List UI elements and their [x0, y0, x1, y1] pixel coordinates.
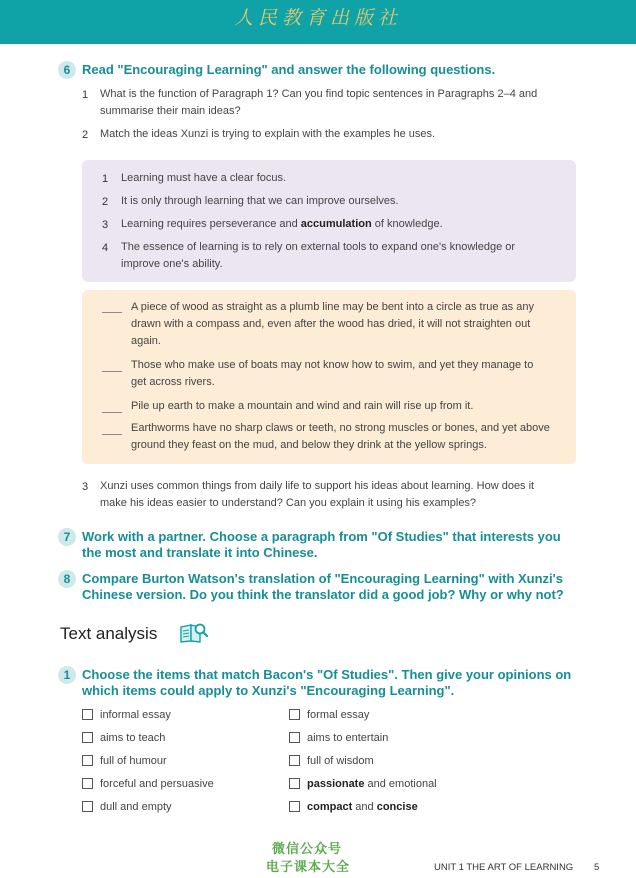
checkbox-label [307, 801, 418, 813]
page-number: 5 [594, 862, 600, 873]
checkbox[interactable] [289, 709, 300, 720]
text-line: again. [131, 335, 161, 347]
text-run: and [352, 801, 377, 813]
checkbox[interactable] [289, 732, 300, 743]
sub-question-text [100, 478, 534, 512]
question-number: 6 [58, 61, 76, 79]
question-text [82, 667, 571, 698]
bold-term: passionate [307, 778, 365, 790]
text-line: Work with a partner. Choose a paragraph from "Of Studies" that interests you [82, 529, 561, 544]
text-line: A piece of wood as straight as a plumb line may be bent into a circle as true as any [131, 301, 534, 313]
checkbox-label: aims to entertain [307, 732, 389, 744]
question-text [82, 529, 561, 560]
text-line: summarise their main ideas? [100, 105, 241, 117]
text-line: improve one's ability. [121, 258, 223, 270]
text-line: Choose the items that match Bacon's "Of Studies". Then give your opinions on [82, 667, 572, 682]
answer-blank[interactable] [102, 424, 122, 435]
text-line: Xunzi uses common things from daily life to support his ideas about learning. How does it [100, 480, 535, 492]
question-title: Read "Encouraging Learning" and answer the following questions. [82, 62, 496, 77]
text-line: the most and translate it into Chinese. [82, 544, 318, 560]
checkbox[interactable] [289, 755, 300, 766]
text-run: Learning requires perseverance and [121, 218, 301, 230]
idea-text: It is only through learning that we can improve ourselves. [121, 195, 399, 207]
checkbox[interactable] [289, 778, 300, 789]
checkbox-label: forceful and persuasive [100, 778, 214, 790]
text-line: The essence of learning is to rely on external tools to expand one's knowledge or [121, 241, 516, 253]
checkbox[interactable] [82, 801, 93, 812]
unit-label: UNIT 1 THE ART OF LEARNING [434, 862, 574, 873]
checkbox[interactable] [82, 709, 93, 720]
text-run: of knowledge. [371, 218, 443, 230]
idea-number: 3 [102, 219, 109, 231]
question-number: 8 [58, 570, 76, 588]
text-line: which items could apply to Xunzi's "Encouraging Learning". [82, 682, 455, 698]
text-line: drawn with a compass and, even after the wood has dried, it will not straighten out [131, 318, 531, 330]
text-line: Pile up earth to make a mountain and wind and rain will rise up from it. [131, 400, 474, 412]
checkbox-label: informal essay [100, 709, 171, 721]
text-line: get across rivers. [131, 376, 215, 388]
checkbox[interactable] [82, 755, 93, 766]
text-line: Earthworms have no sharp claws or teeth, no strong muscles or bones, and yet above [131, 422, 550, 434]
example-text [131, 398, 473, 415]
checkbox-label: formal essay [307, 709, 370, 721]
publisher-logo: 人民教育出版社 [233, 7, 402, 29]
text-line: Compare Burton Watson's translation of "Encouraging Learning" with Xunzi's [82, 571, 563, 586]
checkbox-label: aims to teach [100, 732, 166, 744]
sub-question-number: 3 [82, 481, 89, 493]
idea-number: 1 [102, 173, 109, 185]
sub-question-number: 2 [82, 129, 89, 141]
checkbox-label: full of wisdom [307, 755, 374, 767]
text-line: Chinese version. Do you think the translator did a good job? Why or why not? [82, 586, 564, 602]
bold-term: concise [376, 801, 418, 813]
sub-question-text: Match the ideas Xunzi is trying to explain with the examples he uses. [100, 128, 436, 140]
bold-term: accumulation [300, 218, 372, 230]
example-text [131, 420, 550, 454]
checkbox[interactable] [289, 801, 300, 812]
idea-text [121, 239, 515, 273]
idea-number: 4 [102, 242, 109, 254]
header-bar [0, 0, 636, 44]
sub-question-text [100, 86, 537, 120]
example-text [131, 357, 533, 391]
question-number: 1 [58, 666, 76, 684]
checkbox[interactable] [82, 778, 93, 789]
answer-blank[interactable] [102, 361, 122, 372]
answer-blank[interactable] [102, 302, 122, 313]
bold-term: compact [307, 801, 353, 813]
checkbox-label: dull and empty [100, 801, 172, 813]
text-line: ground they feast on the mud, and below they drink at the yellow springs. [131, 439, 487, 451]
idea-text [121, 216, 443, 233]
question-number: 7 [58, 528, 76, 546]
section-title: Text analysis [60, 624, 158, 643]
text-run: and emotional [364, 778, 437, 790]
example-text [131, 299, 534, 350]
checkbox[interactable] [82, 732, 93, 743]
watermark-line: 微信公众号 [272, 842, 343, 857]
sub-question-number: 1 [82, 89, 89, 101]
text-line: make his ideas easier to understand? Can you explain it using his examples? [100, 497, 477, 509]
idea-text: Learning must have a clear focus. [121, 172, 287, 184]
watermark-line: 电子课本大全 [266, 860, 351, 875]
checkbox-label [307, 778, 437, 790]
question-text [82, 571, 564, 602]
idea-number: 2 [102, 196, 109, 208]
book-magnifier-icon [180, 622, 208, 644]
answer-blank[interactable] [102, 402, 122, 413]
text-line: Those who make use of boats may not know how to swim, and yet they manage to [131, 359, 534, 371]
checkbox-label: full of humour [100, 755, 167, 767]
text-line: What is the function of Paragraph 1? Can you find topic sentences in Paragraphs 2–4 and [100, 88, 538, 100]
